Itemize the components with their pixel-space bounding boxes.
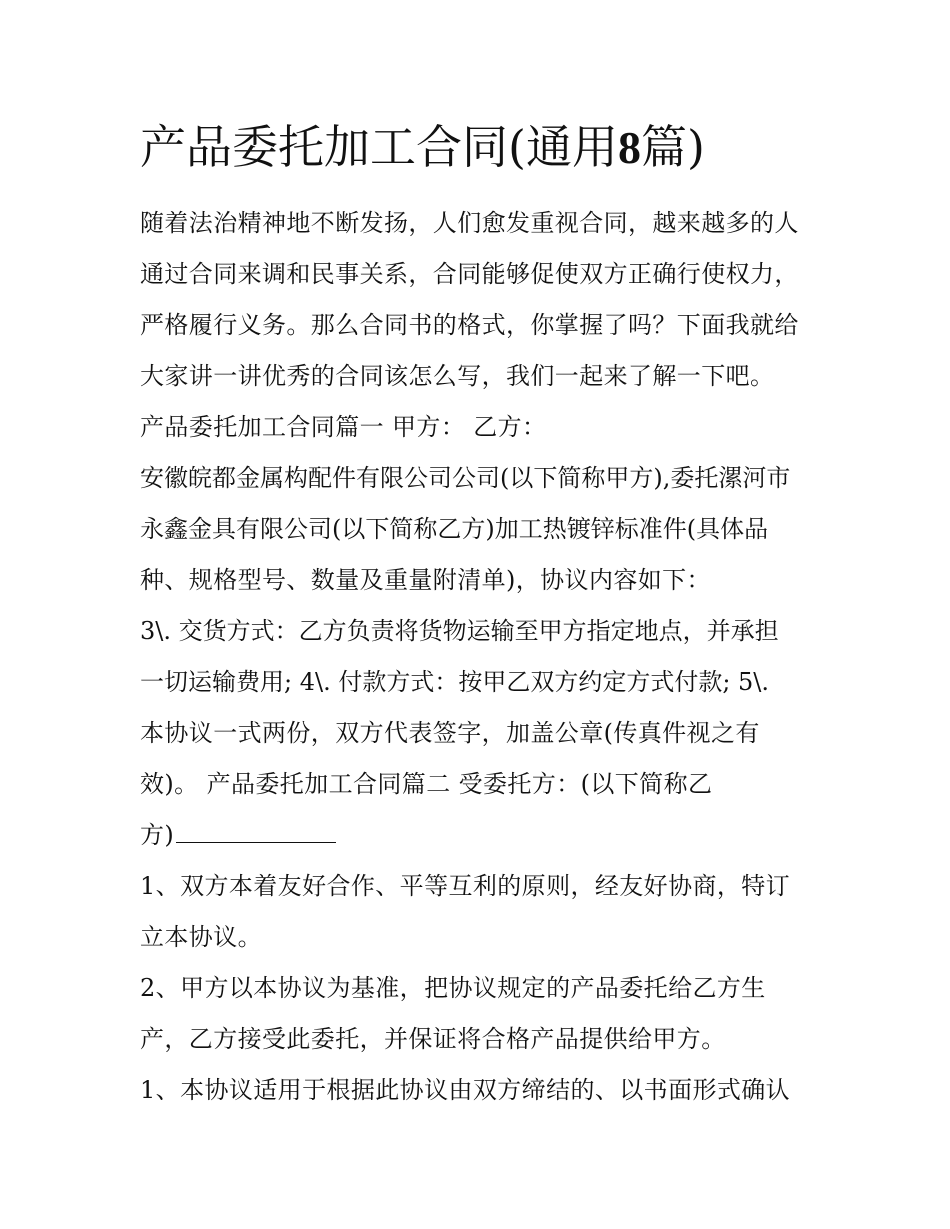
blank-field-label: 方) [140,821,175,849]
document-body [140,198,840,1116]
paragraph-line: 本协议一式两份，双方代表签字，加盖公章(传真件视之有 [140,719,760,747]
paragraph-line: 3\. 交货方式：乙方负责将货物运输至甲方指定地点，并承担 [140,617,779,645]
paragraph-line: 种、规格型号、数量及重量附清单)，协议内容如下： [140,566,711,594]
paragraph-line: 随着法治精神地不断发扬，人们愈发重视合同，越来越多的人 [140,209,799,237]
paragraph-line: 1、双方本着友好合作、平等互利的原则，经友好协商，特订 [140,872,791,900]
paragraph-line: 一切运输费用; 4\. 付款方式：按甲乙双方约定方式付款; 5\. [140,668,770,696]
paragraph-line: 2、甲方以本协议为基准，把协议规定的产品委托给乙方生 [140,974,766,1002]
title-main-text: 产品委托加工合同(通用 [140,120,618,174]
title-end-text: 篇) [640,120,705,174]
paragraph-line: 大家讲一讲优秀的合同该怎么写，我们一起来了解一下吧。 [140,362,775,390]
blank-field-line [140,810,840,861]
blank-underline [176,818,336,843]
paragraph-line: 1、本协议适用于根据此协议由双方缔结的、以书面形式确认 [140,1076,791,1104]
title-number: 8 [617,122,641,173]
document-title [140,112,840,182]
paragraph-line: 产，乙方接受此委托，并保证将合格产品提供给甲方。 [140,1025,726,1053]
paragraph-line: 立本协议。 [140,923,262,951]
paragraph-line: 严格履行义务。那么合同书的格式，你掌握了吗？下面我就给 [140,311,799,339]
paragraph-line: 安徽皖都金属构配件有限公司公司(以下简称甲方),委托漯河市 [140,464,791,492]
section-heading-line: 产品委托加工合同篇一 甲方： 乙方： [140,413,547,441]
paragraph-line: 永鑫金具有限公司(以下简称乙方)加工热镀锌标准件(具体品 [140,515,769,543]
paragraph-line: 效)。 产品委托加工合同篇二 受委托方：(以下简称乙 [140,770,713,798]
paragraph-line: 通过合同来调和民事关系，合同能够促使双方正确行使权力， [140,260,799,288]
